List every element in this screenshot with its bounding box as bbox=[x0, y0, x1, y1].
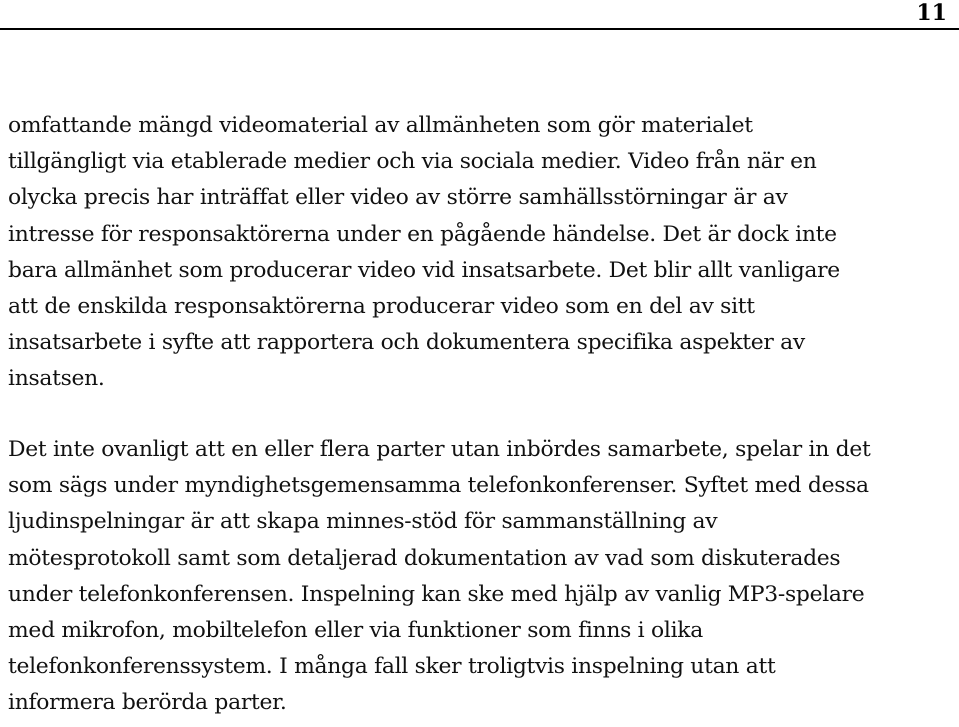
text-line: olycka precis har inträffat eller video av större samhällsstörningar är av bbox=[8, 185, 788, 211]
text-line: omfattande mängd videomaterial av allmänheten som gör materialet bbox=[8, 113, 753, 138]
text-line: att de enskilda responsaktörerna producerar video som en del av sitt bbox=[8, 294, 755, 320]
body-paragraph-1 bbox=[8, 108, 959, 398]
text-line: med mikrofon, mobiltelefon eller via funktioner som finns i olika bbox=[8, 618, 703, 644]
page-number: 11 bbox=[916, 0, 947, 26]
text-line: bara allmänhet som producerar video vid insatsarbete. Det blir allt vanligare bbox=[8, 257, 840, 283]
text-line: Det inte ovanligt att en eller flera parter utan inbördes samarbete, spelar in det bbox=[8, 437, 871, 462]
text-line: insatsen. bbox=[8, 366, 105, 392]
text-line: tillgängligt via etablerade medier och via sociala medier. Video från när en bbox=[8, 149, 817, 175]
text-line: intresse för responsaktörerna under en pågående händelse. Det är dock inte bbox=[8, 221, 837, 247]
text-line: insatsarbete i syfte att rapportera och dokumentera specifika aspekter av bbox=[8, 330, 805, 356]
body-paragraph-2 bbox=[8, 432, 959, 722]
text-line: som sägs under myndighetsgemensamma telefonkonferenser. Syftet med dessa bbox=[8, 473, 869, 499]
text-line: under telefonkonferensen. Inspelning kan ske med hjälp av vanlig MP3-spelare bbox=[8, 581, 865, 607]
text-line: mötesprotokoll samt som detaljerad dokumentation av vad som diskuterades bbox=[8, 545, 841, 571]
text-line: ljudinspelningar är att skapa minnes-stöd för sammanställning av bbox=[8, 509, 718, 535]
text-line: informera berörda parter. bbox=[8, 690, 287, 716]
header-rule bbox=[0, 28, 959, 30]
text-line: telefonkonferenssystem. I många fall sker troligtvis inspelning utan att bbox=[8, 654, 776, 680]
